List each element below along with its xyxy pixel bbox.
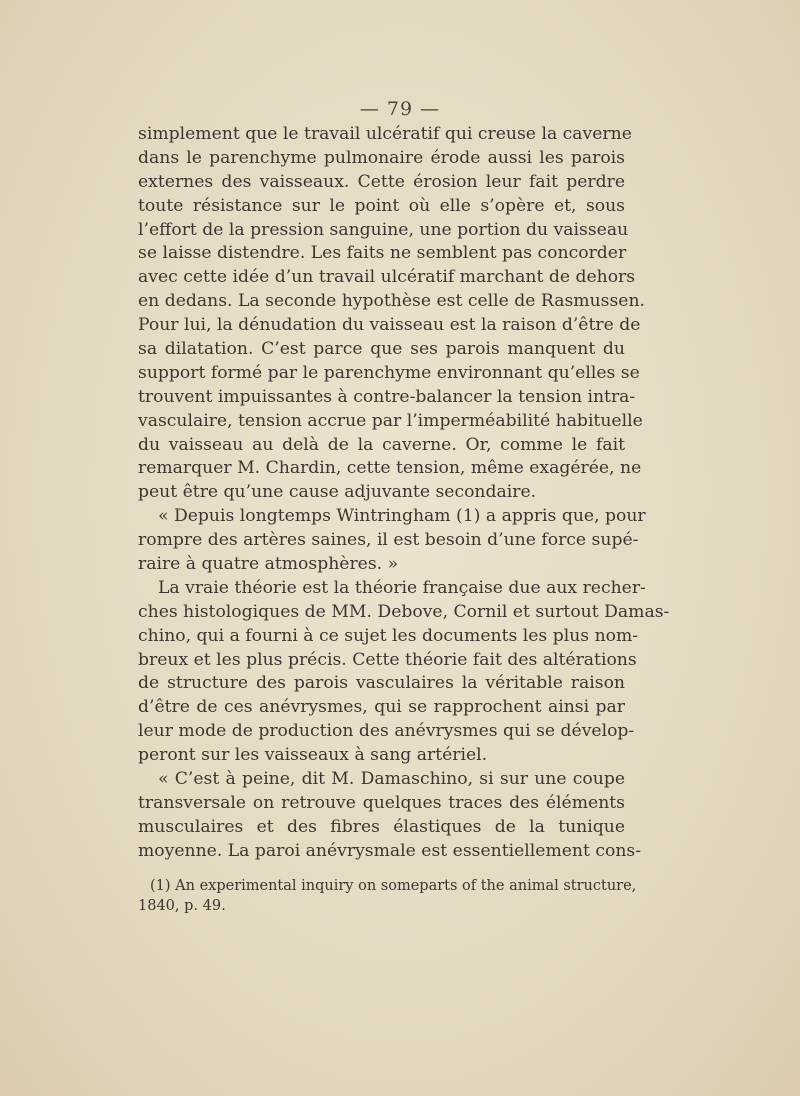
text-line: trouvent impuissantes à contre-balancer la tension intra- (138, 386, 636, 407)
text-line: sa dilatation. C’est parce que ses parois manquent du (138, 339, 625, 360)
text-line: Pour lui, la dénudation du vaisseau est la raison d’être de (138, 315, 641, 336)
text-line: support formé par le parenchyme environnant qu’elles se (138, 362, 640, 383)
text-line: « C’est à peine, dit M. Damaschino, si sur une coupe (158, 769, 625, 790)
text-line: transversale on retrouve quelques traces des éléments (138, 792, 625, 813)
text-line: en dedans. La seconde hypothèse est celle de Rasmussen. (138, 291, 646, 312)
footnote (138, 876, 637, 916)
text-line: de structure des parois vasculaires la véritable raison (138, 673, 625, 694)
text-line: rompre des artères saines, il est besoin d’une force supé- (138, 530, 639, 551)
text-line: La vraie théorie est la théorie française due aux recher- (158, 577, 646, 598)
text-line: leur mode de production des anévrysmes qui se dévelop- (138, 721, 635, 742)
body-text (138, 123, 670, 864)
text-line: moyenne. La paroi anévrysmale est essentiellement cons- (138, 840, 642, 861)
text-line: externes des vaisseaux. Cette érosion leur fait perdre (138, 171, 625, 192)
text-line: se laisse distendre. Les faits ne semblent pas concorder (138, 243, 627, 264)
footnote-line: (1) An experimental inquiry on someparts of the animal structure, (150, 878, 637, 894)
text-line: toute résistance sur le point où elle s’opère et, sous (138, 195, 625, 216)
text-line: d’être de ces anévrysmes, qui se rapprochent ainsi par (138, 697, 625, 718)
text-line: vasculaire, tension accrue par l’imperméabilité habituelle (138, 410, 643, 431)
text-line: l’effort de la pression sanguine, une portion du vaisseau (138, 219, 629, 240)
text-line: ches histologiques de MM. Debove, Cornil et surtout Damas- (138, 601, 670, 622)
text-line: chino, qui a fourni à ce sujet les documents les plus nom- (138, 625, 639, 646)
text-line: musculaires et des fibres élastiques de la tunique (138, 816, 625, 837)
page-number: — 79 — (359, 98, 441, 120)
text-line: du vaisseau au delà de la caverne. Or, comme le fait (138, 434, 625, 455)
text-line: avec cette idée d’un travail ulcératif marchant de dehors (138, 267, 636, 288)
text-line: peut être qu’une cause adjuvante secondaire. (138, 482, 537, 503)
text-line: raire à quatre atmosphères. » (138, 554, 399, 575)
footnote-line: 1840, p. 49. (138, 898, 226, 914)
text-line: dans le parenchyme pulmonaire érode aussi les parois (138, 147, 625, 168)
text-line: peront sur les vaisseaux à sang artériel. (138, 745, 488, 766)
text-line: « Depuis longtemps Wintringham (1) a appris que, pour (158, 506, 646, 527)
text-line: remarquer M. Chardin, cette tension, même exagérée, ne (138, 458, 642, 479)
text-line: breux et les plus précis. Cette théorie fait des altérations (138, 649, 637, 670)
text-line: simplement que le travail ulcératif qui creuse la caverne (138, 124, 632, 144)
